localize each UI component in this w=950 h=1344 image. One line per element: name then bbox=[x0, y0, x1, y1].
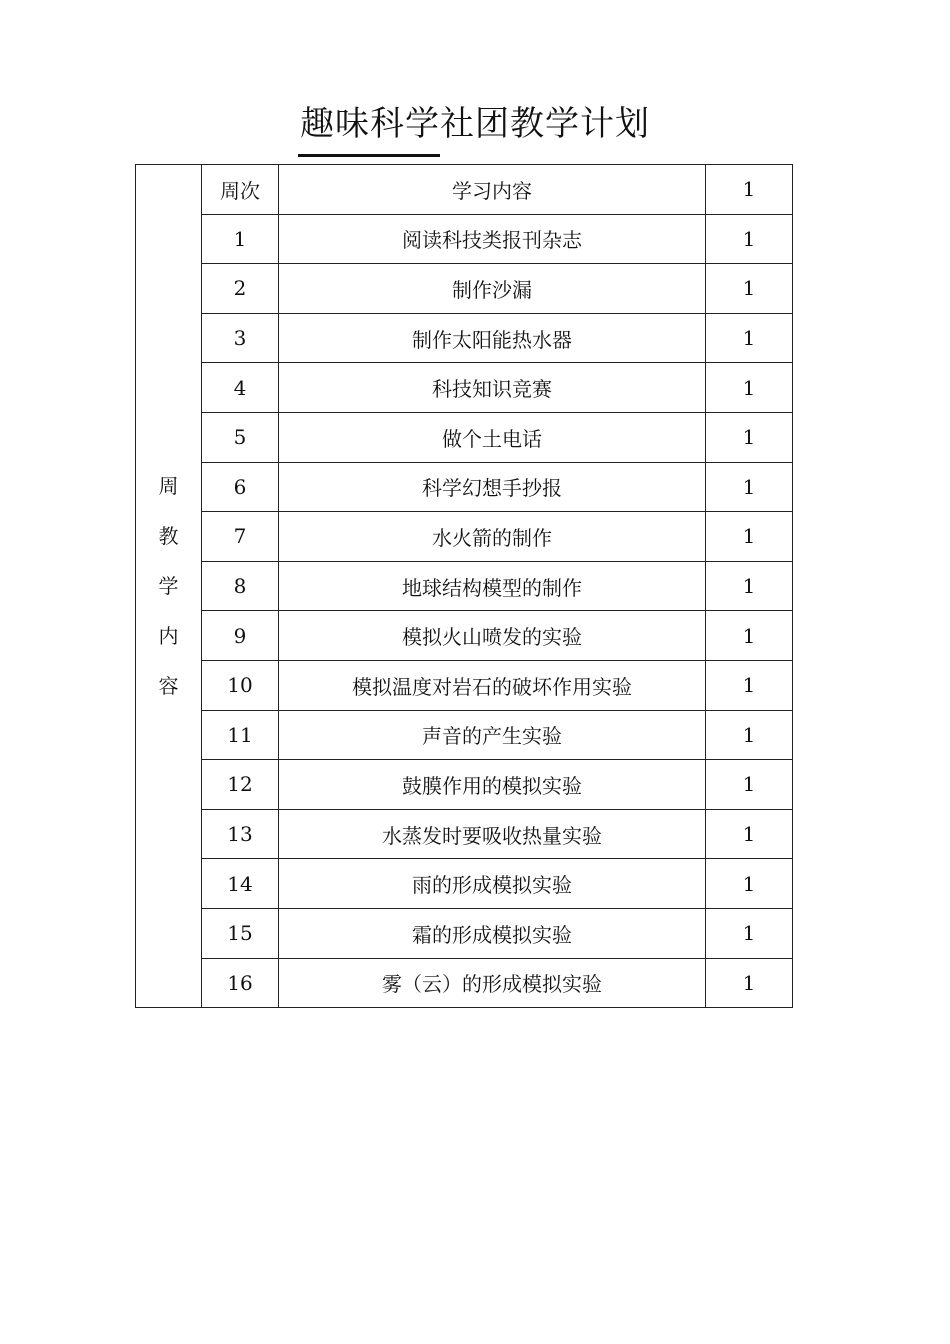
row-hours: 1 bbox=[706, 859, 793, 909]
row-content: 模拟温度对岩石的破坏作用实验 bbox=[279, 660, 706, 710]
side-label-cell bbox=[136, 165, 202, 1008]
row-content: 模拟火山喷发的实验 bbox=[279, 611, 706, 661]
row-week: 16 bbox=[202, 958, 279, 1008]
table-row bbox=[136, 214, 793, 264]
row-week: 9 bbox=[202, 611, 279, 661]
row-hours: 1 bbox=[706, 611, 793, 661]
row-hours: 1 bbox=[706, 512, 793, 562]
plan-table bbox=[135, 164, 793, 1008]
row-hours: 1 bbox=[706, 710, 793, 760]
row-hours: 1 bbox=[706, 660, 793, 710]
row-content: 制作沙漏 bbox=[279, 264, 706, 314]
row-content: 科学幻想手抄报 bbox=[279, 462, 706, 512]
row-week: 4 bbox=[202, 363, 279, 413]
title-underline bbox=[298, 154, 440, 157]
row-hours: 1 bbox=[706, 214, 793, 264]
row-content: 水蒸发时要吸收热量实验 bbox=[279, 809, 706, 859]
row-week: 10 bbox=[202, 660, 279, 710]
side-label: 周教学内容 bbox=[158, 474, 179, 699]
table-row bbox=[136, 512, 793, 562]
row-content: 声音的产生实验 bbox=[279, 710, 706, 760]
table-row bbox=[136, 958, 793, 1008]
table-row bbox=[136, 611, 793, 661]
row-hours: 1 bbox=[706, 760, 793, 810]
row-week: 7 bbox=[202, 512, 279, 562]
row-content: 科技知识竞赛 bbox=[279, 363, 706, 413]
header-content: 学习内容 bbox=[279, 165, 706, 215]
row-hours: 1 bbox=[706, 908, 793, 958]
row-content: 雾（云）的形成模拟实验 bbox=[279, 958, 706, 1008]
row-content: 做个土电话 bbox=[279, 412, 706, 462]
row-week: 2 bbox=[202, 264, 279, 314]
row-week: 15 bbox=[202, 908, 279, 958]
row-content: 制作太阳能热水器 bbox=[279, 313, 706, 363]
row-content: 霜的形成模拟实验 bbox=[279, 908, 706, 958]
row-week: 13 bbox=[202, 809, 279, 859]
row-week: 12 bbox=[202, 760, 279, 810]
table-row bbox=[136, 363, 793, 413]
row-week: 11 bbox=[202, 710, 279, 760]
row-content: 雨的形成模拟实验 bbox=[279, 859, 706, 909]
row-hours: 1 bbox=[706, 363, 793, 413]
row-hours: 1 bbox=[706, 958, 793, 1008]
row-week: 1 bbox=[202, 214, 279, 264]
page-title: 趣味科学社团教学计划 bbox=[300, 104, 650, 144]
table-row bbox=[136, 710, 793, 760]
table-row bbox=[136, 908, 793, 958]
table-row bbox=[136, 412, 793, 462]
row-hours: 1 bbox=[706, 313, 793, 363]
row-week: 8 bbox=[202, 561, 279, 611]
table-row bbox=[136, 859, 793, 909]
row-content: 阅读科技类报刊杂志 bbox=[279, 214, 706, 264]
table-row bbox=[136, 660, 793, 710]
row-week: 5 bbox=[202, 412, 279, 462]
row-hours: 1 bbox=[706, 264, 793, 314]
header-week: 周次 bbox=[202, 165, 279, 215]
row-content: 地球结构模型的制作 bbox=[279, 561, 706, 611]
row-week: 3 bbox=[202, 313, 279, 363]
row-hours: 1 bbox=[706, 412, 793, 462]
row-hours: 1 bbox=[706, 809, 793, 859]
row-content: 鼓膜作用的模拟实验 bbox=[279, 760, 706, 810]
table-row bbox=[136, 462, 793, 512]
row-week: 6 bbox=[202, 462, 279, 512]
table-row bbox=[136, 760, 793, 810]
table-row bbox=[136, 264, 793, 314]
header-hours: 1 bbox=[706, 165, 793, 215]
row-hours: 1 bbox=[706, 561, 793, 611]
table-row bbox=[136, 809, 793, 859]
table-header-row bbox=[136, 165, 793, 215]
table-row bbox=[136, 313, 793, 363]
plan-table-body bbox=[136, 165, 793, 1008]
row-content: 水火箭的制作 bbox=[279, 512, 706, 562]
table-row bbox=[136, 561, 793, 611]
row-hours: 1 bbox=[706, 462, 793, 512]
row-week: 14 bbox=[202, 859, 279, 909]
